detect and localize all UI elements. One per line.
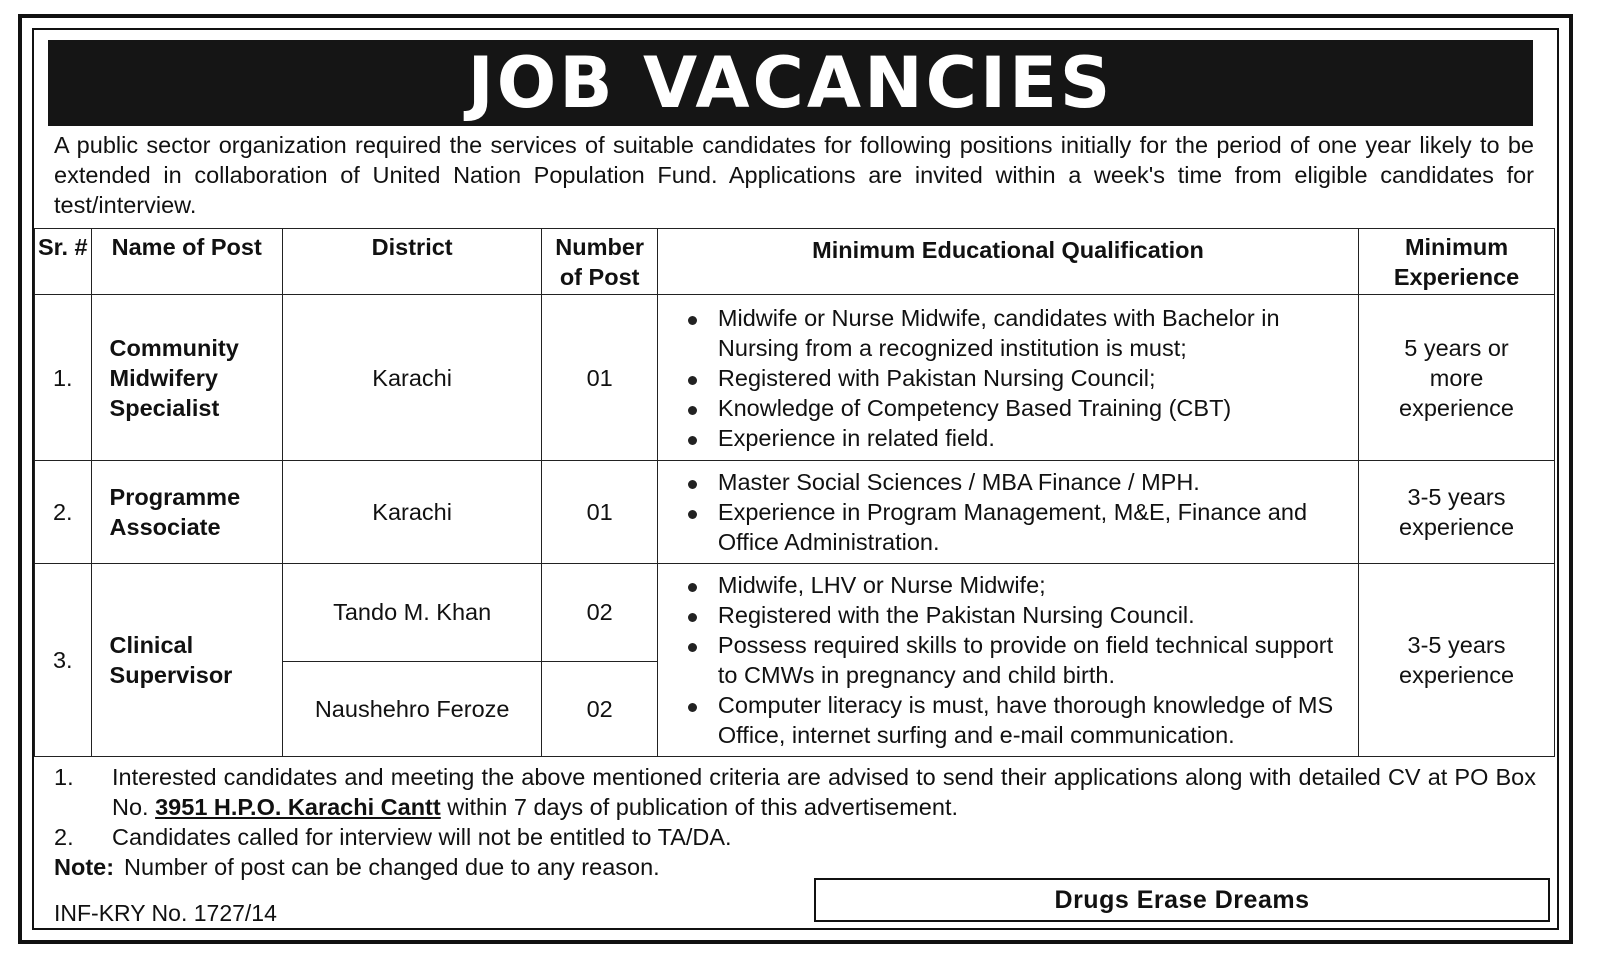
note-remark-text: Number of post can be changed due to any reason. [124, 854, 660, 880]
header-experience: Minimum Experience [1359, 229, 1555, 295]
qualification-item: Registered with Pakistan Nursing Council; [680, 363, 1356, 393]
row-number: 02 [542, 661, 658, 756]
ad-outer-border [18, 14, 1573, 944]
note-label: Note: [54, 854, 115, 880]
qualification-item: Midwife, LHV or Nurse Midwife; [680, 570, 1356, 600]
row-post: Programme Associate [91, 461, 282, 564]
row-post: Clinical Supervisor [91, 564, 282, 757]
header-number: Number of Post [542, 229, 658, 295]
header-sr: Sr. # [35, 229, 92, 295]
table-row [35, 295, 1555, 461]
reference-number: INF-KRY No. 1727/14 [54, 900, 277, 926]
row-district: Karachi [282, 295, 541, 461]
qualification-item: Computer literacy is must, have thorough knowledge of MS Office, internet surfing and e-mail communication. [680, 690, 1356, 750]
notes-section [54, 762, 1536, 882]
ad-inner-border [32, 28, 1559, 930]
page-title: JOB VACANCIES [467, 42, 1114, 124]
note-text-part: within 7 days of publication of this advertisement. [447, 794, 958, 820]
qualification-item: Midwife or Nurse Midwife, candidates with Bachelor in Nursing from a recognized institution is must; [680, 303, 1356, 363]
intro-paragraph: A public sector organization required the services of suitable candidates for following positions initially for the period of one year likely to be extended in collaboration of United Nation Population Fund. Applications are invited within a week's time from eligible candidates for test/interview. [54, 132, 1534, 218]
row-experience: 3-5 years experience [1359, 564, 1555, 757]
row-number: 01 [542, 295, 658, 461]
row-qualifications [657, 461, 1358, 564]
row-sr: 2. [35, 461, 92, 564]
row-number: 02 [542, 564, 658, 662]
title-banner [48, 40, 1533, 126]
header-district: District [282, 229, 541, 295]
row-qualifications [657, 295, 1358, 461]
row-district: Tando M. Khan [282, 564, 541, 662]
note-text: Candidates called for interview will not be entitled to TA/DA. [112, 824, 732, 850]
row-district: Karachi [282, 461, 541, 564]
po-box-address: 3951 H.P.O. Karachi Cantt [155, 794, 441, 820]
note-number: 2. [54, 824, 74, 850]
table-row [35, 461, 1555, 564]
header-qualification: Minimum Educational Qualification [657, 229, 1358, 295]
vacancies-table [34, 228, 1555, 757]
slogan-box [814, 878, 1550, 922]
row-number: 01 [542, 461, 658, 564]
qualification-item: Possess required skills to provide on field technical support to CMWs in pregnancy and child birth. [680, 630, 1356, 690]
table-header-row [35, 229, 1555, 295]
row-qualifications [657, 564, 1358, 757]
row-sr: 1. [35, 295, 92, 461]
note-number: 1. [54, 764, 74, 790]
note-text [112, 762, 1536, 822]
note-item [54, 822, 1536, 852]
row-experience: 3-5 years experience [1359, 461, 1555, 564]
note-text-part: Interested candidates and meeting the above mentioned criteria are advised to send their applications along with detailed CV at PO Box No. [112, 764, 1536, 820]
note-item [54, 762, 1536, 822]
row-sr: 3. [35, 564, 92, 757]
qualification-item: Registered with the Pakistan Nursing Council. [680, 600, 1356, 630]
row-district: Naushehro Feroze [282, 661, 541, 756]
qualification-item: Experience in related field. [680, 423, 1356, 453]
table-row [35, 564, 1555, 662]
qualification-item: Knowledge of Competency Based Training (CBT) [680, 393, 1356, 423]
slogan-text: Drugs Erase Dreams [1054, 885, 1310, 914]
qualification-item: Master Social Sciences / MBA Finance / MPH. [680, 467, 1356, 497]
header-post: Name of Post [91, 229, 282, 295]
qualification-item: Experience in Program Management, M&E, Finance and Office Administration. [680, 497, 1356, 557]
row-experience: 5 years or more experience [1359, 295, 1555, 461]
row-post: Community Midwifery Specialist [91, 295, 282, 461]
